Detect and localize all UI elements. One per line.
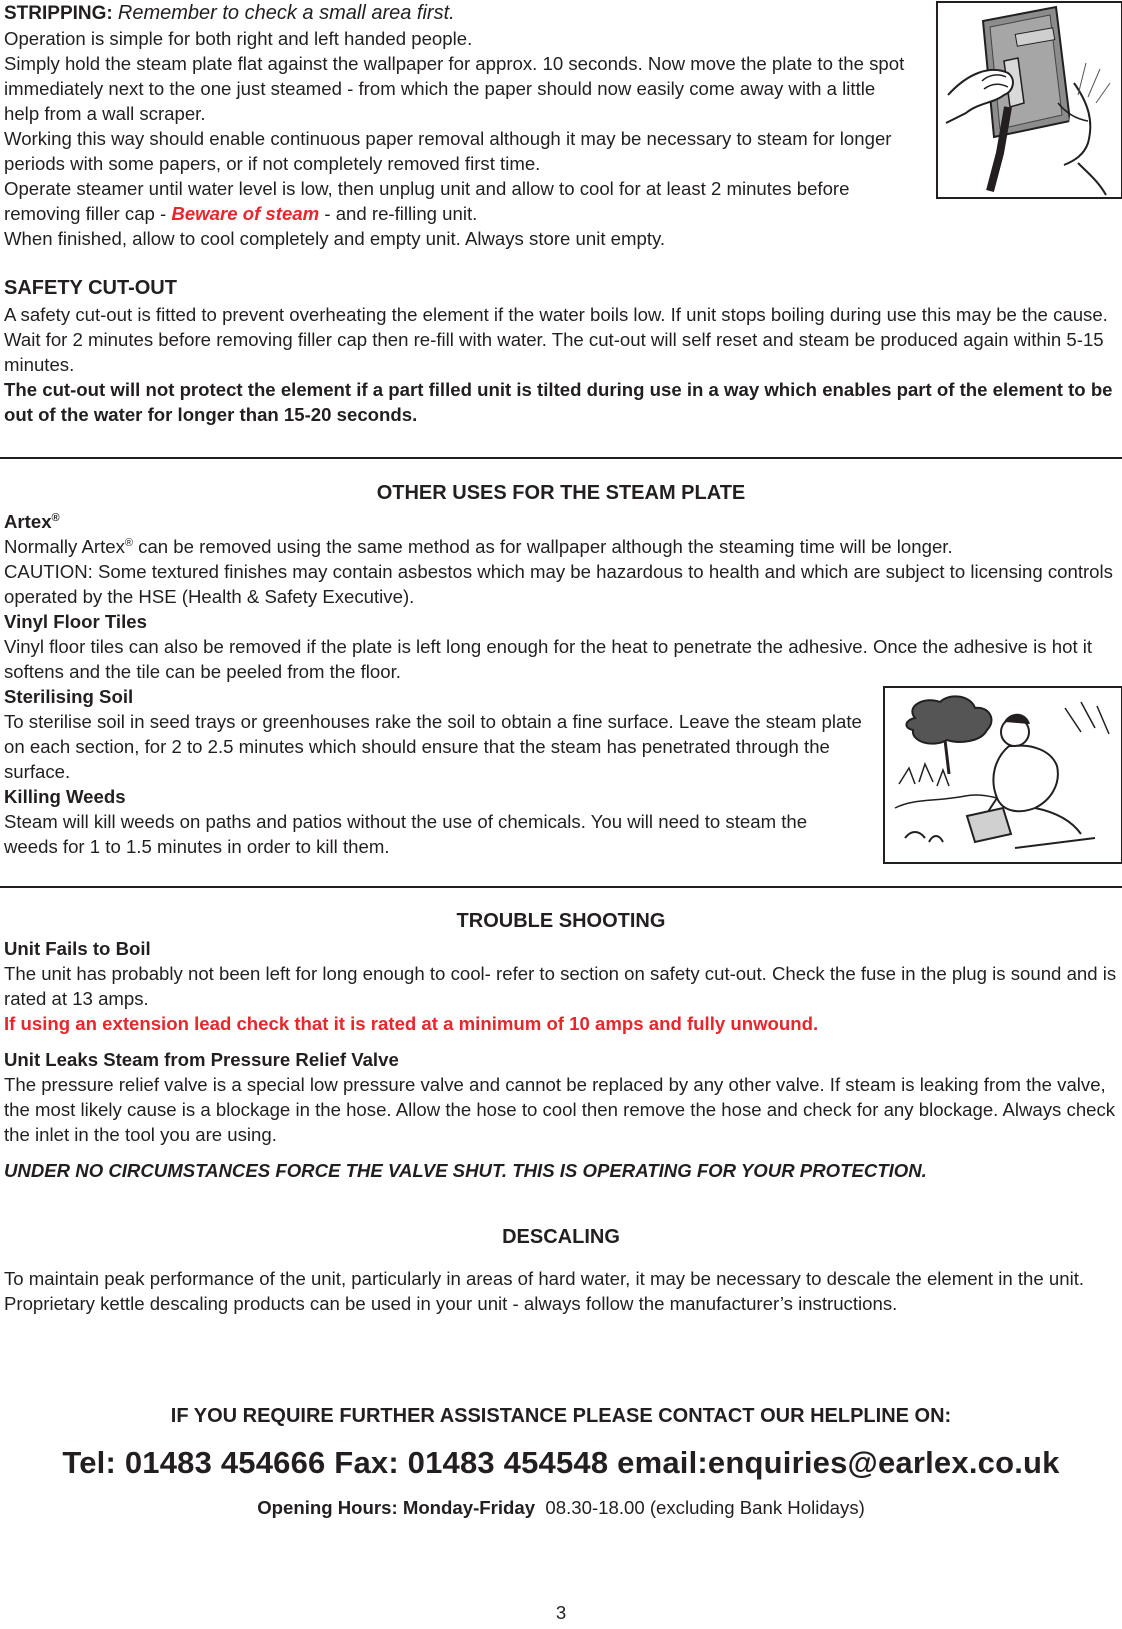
vinyl-heading: Vinyl Floor Tiles	[4, 611, 147, 632]
trouble-title: TROUBLE SHOOTING	[456, 910, 666, 932]
stripping-title: STRIPPING:	[4, 3, 113, 24]
weeds-heading: Killing Weeds	[4, 786, 126, 807]
hours-value: 08.30-18.00 (excluding Bank Holidays)	[545, 1497, 865, 1518]
artex-heading-text: Artex	[4, 511, 52, 532]
divider-2	[0, 886, 1122, 888]
other-uses-title: OTHER USES FOR THE STEAM PLATE	[376, 482, 746, 504]
hours-label: Opening Hours: Monday-Friday	[257, 1497, 536, 1518]
safety-title: SAFETY CUT-OUT	[4, 277, 177, 299]
trouble-section	[4, 909, 1118, 1183]
safety-section	[4, 276, 1118, 427]
descaling-section	[4, 1225, 1118, 1316]
artex-post: can be removed using the same method as for wallpaper although the steaming time will be longer.	[133, 536, 953, 557]
weeds-text: Steam will kill weeds on paths and patios without the use of chemicals. You will need to steam the weeds for 1 to 1.5 minutes in order to kill them.	[4, 811, 808, 857]
helpline-section	[0, 1404, 1122, 1520]
soil-text: To sterilise soil in seed trays or greenhouses rake the soil to obtain a fine surface. Leave the steam plate on each section, for 2 to 2.5 minutes which should ensure that the steam has penetrated through the surface.	[4, 711, 862, 782]
safety-warning: The cut-out will not protect the element if a part filled unit is tilted during use in a way which enables part of the element to be out of the water for longer than 15-20 seconds.	[4, 379, 1113, 425]
reg-mark-2: ®	[124, 537, 133, 549]
opening-hours	[0, 1495, 1122, 1520]
stripping-subtitle: Remember to check a small area first.	[117, 2, 455, 24]
divider-1	[0, 457, 1122, 459]
helpline-contact: Tel: 01483 454666 Fax: 01483 454548 email:enquiries@earlex.co.uk	[62, 1445, 1060, 1480]
stripping-line-1: Operation is simple for both right and left handed people.	[4, 28, 473, 49]
leaks-heading: Unit Leaks Steam from Pressure Relief Valve	[4, 1049, 399, 1070]
stripping-finish: When finished, allow to cool completely and empty unit. Always store unit empty.	[4, 228, 666, 249]
artex-heading	[4, 509, 1118, 534]
reg-mark: ®	[51, 512, 60, 524]
artex-pre: Normally Artex	[4, 536, 125, 557]
soil-weeds-wrap	[4, 709, 864, 859]
leaks-text: The pressure relief valve is a special low pressure valve and cannot be replaced by any other valve. If steam is leaking from the valve, the most likely cause is a blockage in the hose. Allow the hose to cool then remove the hose and check for any blockage. Always check the inlet in the tool you are using.	[4, 1074, 1116, 1145]
caution-text: CAUTION: Some textured finishes may contain asbestos which may be hazardous to health and which are subject to licensing controls operated by the HSE (Health & Safety Executive).	[4, 561, 1113, 607]
descaling-title: DESCALING	[502, 1226, 620, 1248]
stripping-title-line	[4, 0, 910, 26]
helpline-title: IF YOU REQUIRE FURTHER ASSISTANCE PLEASE CONTACT OUR HELPLINE ON:	[170, 1405, 952, 1427]
operate-text-after: - and re-filling unit.	[319, 203, 478, 224]
extension-warning: If using an extension lead check that it is rated at a minimum of 10 amps and fully unwound.	[4, 1013, 819, 1034]
operate-text: Operate steamer until water level is low, then unplug unit and allow to cool for at least 2 minutes before removing filler cap -	[4, 178, 850, 224]
vinyl-text: Vinyl floor tiles can also be removed if the plate is left long enough for the heat to penetrate the adhesive. Once the adhesive is hot it softens and the tile can be peeled from the floor.	[4, 636, 1093, 682]
stripping-operate	[4, 176, 910, 226]
fails-text: The unit has probably not been left for long enough to cool- refer to section on safety cut-out. Check the fuse in the plug is sound and is rated at 13 amps.	[4, 963, 1117, 1009]
steam-plate-on-wall-illustration-icon	[938, 3, 1121, 197]
beware-of-steam: Beware of steam	[171, 203, 320, 224]
fails-heading: Unit Fails to Boil	[4, 938, 151, 959]
page-number: 3	[555, 1602, 567, 1623]
descaling-text: To maintain peak performance of the unit, particularly in areas of hard water, it may be necessary to descale the element in the unit. Proprietary kettle descaling products can be used in your unit - always follow the manufacturer’s instructions.	[4, 1268, 1085, 1314]
force-warning: UNDER NO CIRCUMSTANCES FORCE THE VALVE SHUT. THIS IS OPERATING FOR YOUR PROTECTION.	[4, 1160, 927, 1181]
gardener-figure	[883, 686, 1122, 864]
artex-text	[4, 534, 1118, 559]
stripping-line-2: Simply hold the steam plate flat against the wallpaper for approx. 10 seconds. Now move the plate to the spot immediately next to the one just steamed - from which the paper should now easily come away with a little help from a wall scraper.	[4, 53, 905, 124]
gardener-steaming-soil-illustration-icon	[885, 688, 1121, 862]
steam-plate-figure	[936, 1, 1122, 199]
soil-heading: Sterilising Soil	[4, 686, 134, 707]
stripping-line-3: Working this way should enable continuous paper removal although it may be necessary to steam for longer periods with some papers, or if not completely removed first time.	[4, 128, 892, 174]
safety-text: A safety cut-out is fitted to prevent overheating the element if the water boils low. If unit stops boiling during use this may be the cause. Wait for 2 minutes before removing filler cap then re-fill with water. The cut-out will self reset and steam be produced again within 5-15 minutes.	[4, 304, 1108, 375]
stripping-section	[4, 0, 910, 251]
